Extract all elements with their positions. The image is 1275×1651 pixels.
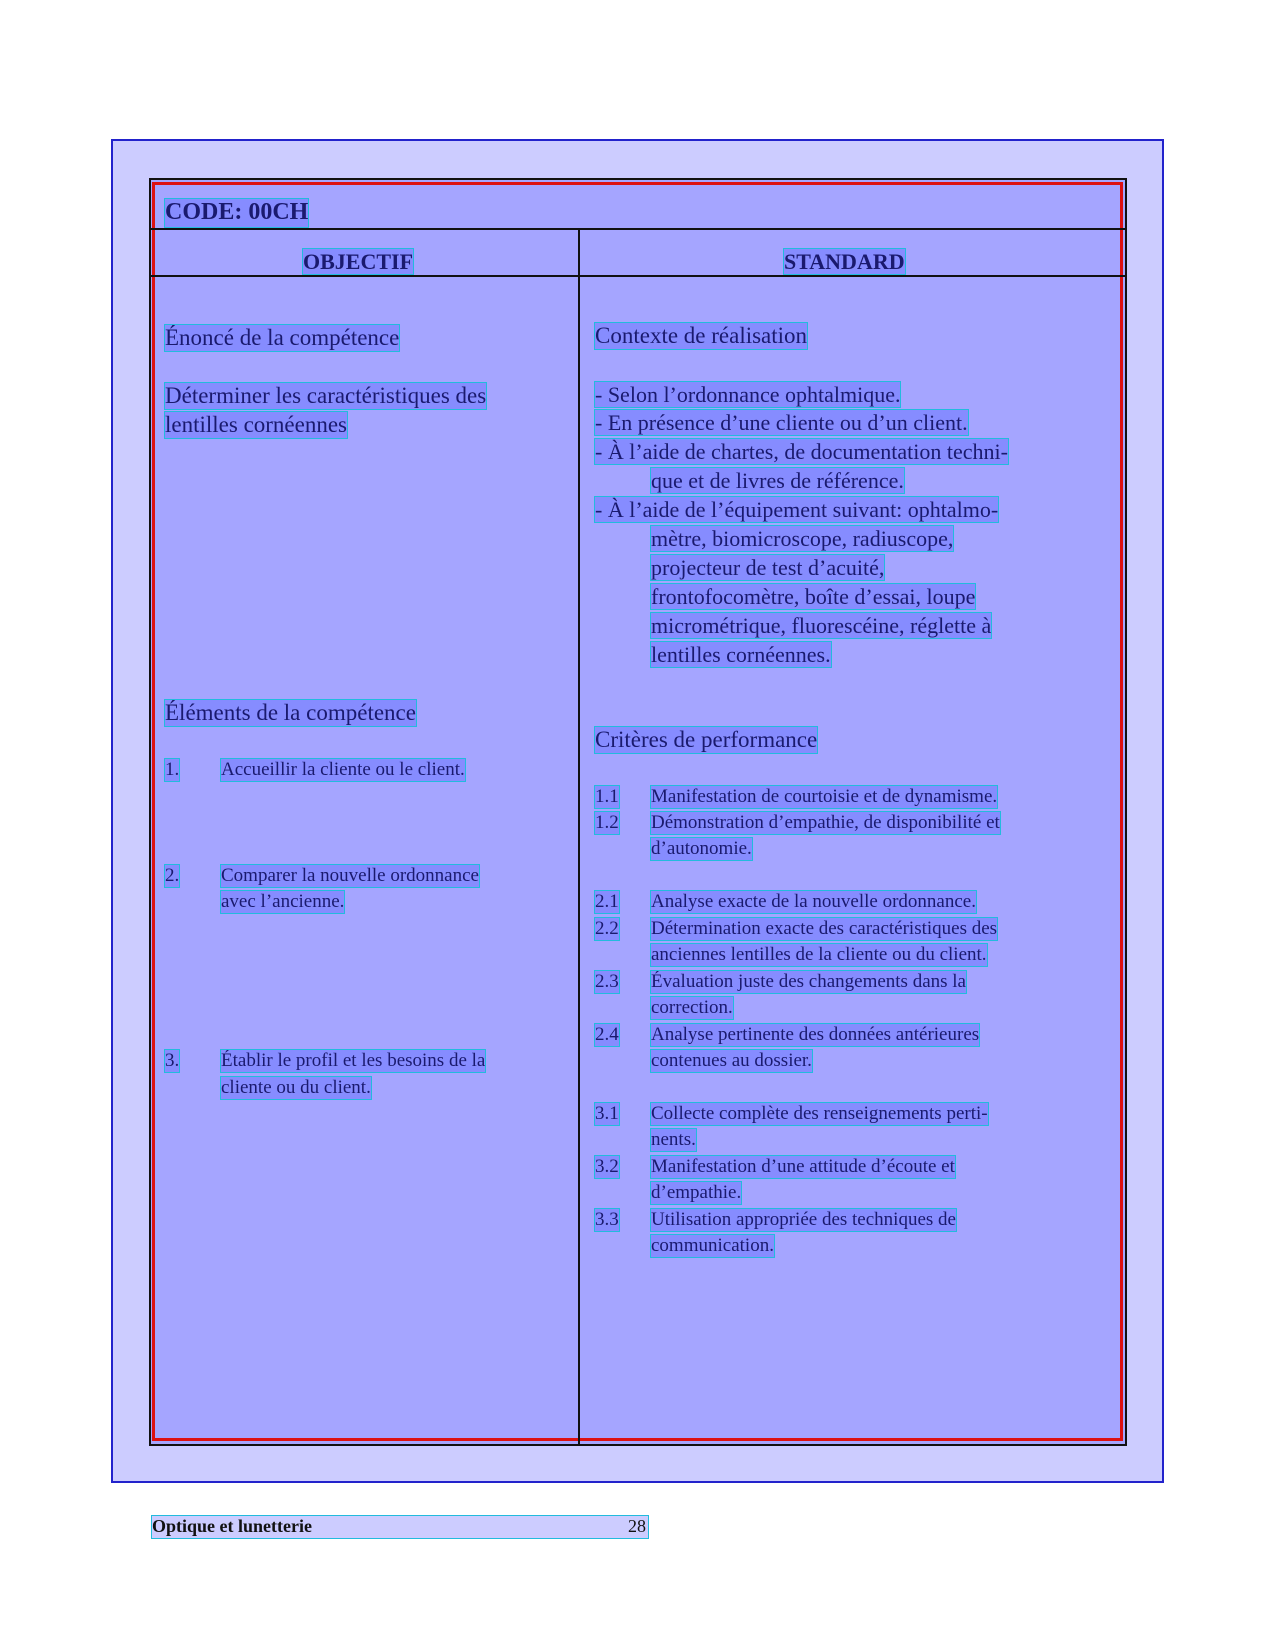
critere-text: d’autonomie. bbox=[651, 838, 752, 859]
contexte-line: - À l’aide de chartes, de documentation techni- bbox=[595, 439, 1008, 464]
contexte-line: que et de livres de référence. bbox=[651, 468, 904, 493]
critere-text: Analyse pertinente des données antérieures bbox=[651, 1024, 980, 1045]
contexte-line: - À l’aide de l’équipement suivant: ophtalmo- bbox=[595, 497, 999, 522]
page-number: 28 bbox=[628, 1516, 646, 1536]
contexte-line: lentilles cornéennes. bbox=[651, 642, 831, 667]
element-text: avec l’ancienne. bbox=[221, 891, 345, 912]
header-divider-top bbox=[151, 228, 1125, 230]
critere-text: Utilisation appropriée des techniques de bbox=[651, 1209, 956, 1230]
critere-number: 2.3 bbox=[595, 971, 619, 992]
element-text: Établir le profil et les besoins de la bbox=[221, 1050, 486, 1071]
contexte-title: Contexte de réalisation bbox=[595, 323, 808, 348]
critere-text: Collecte complète des renseignements perti- bbox=[651, 1103, 988, 1124]
element-text: Comparer la nouvelle ordonnance bbox=[221, 865, 479, 886]
enonce-title: Énoncé de la compétence bbox=[165, 325, 400, 350]
elements-title: Éléments de la compétence bbox=[165, 700, 416, 725]
critere-text: communication. bbox=[651, 1235, 774, 1256]
critere-number: 2.1 bbox=[595, 891, 619, 912]
critere-text: Manifestation d’une attitude d’écoute et bbox=[651, 1156, 955, 1177]
competency-code: CODE: 00CH bbox=[165, 199, 309, 225]
element-number: 2. bbox=[165, 865, 180, 886]
enonce-line-1: Déterminer les caractéristiques des bbox=[165, 383, 487, 408]
critere-number: 1.2 bbox=[595, 812, 619, 833]
element-text: Accueillir la cliente ou le client. bbox=[221, 759, 465, 780]
critere-number: 2.4 bbox=[595, 1024, 619, 1045]
critere-text: Manifestation de courtoisie et de dynamisme. bbox=[651, 786, 998, 807]
header-divider-bottom bbox=[151, 275, 1125, 277]
element-number: 3. bbox=[165, 1050, 180, 1071]
column-header-objectif: OBJECTIF bbox=[303, 249, 414, 274]
criteres-title: Critères de performance bbox=[595, 727, 818, 752]
critere-number: 1.1 bbox=[595, 786, 619, 807]
element-text: cliente ou du client. bbox=[221, 1077, 371, 1098]
critere-number: 3.2 bbox=[595, 1156, 619, 1177]
contexte-line: frontofocomètre, boîte d’essai, loupe bbox=[651, 584, 976, 609]
critere-text: Détermination exacte des caractéristiques des bbox=[651, 918, 998, 939]
critere-text: nents. bbox=[651, 1129, 696, 1150]
footer-title: Optique et lunetterie bbox=[152, 1516, 312, 1536]
critere-text: contenues au dossier. bbox=[651, 1050, 812, 1071]
contexte-line: mètre, biomicroscope, radiuscope, bbox=[651, 526, 954, 551]
critere-number: 3.1 bbox=[595, 1103, 619, 1124]
element-number: 1. bbox=[165, 759, 180, 780]
critere-text: correction. bbox=[651, 997, 733, 1018]
enonce-line-2: lentilles cornéennes bbox=[165, 412, 348, 437]
contexte-line: - Selon l’ordonnance ophtalmique. bbox=[595, 382, 901, 407]
contexte-line: projecteur de test d’acuité, bbox=[651, 555, 885, 580]
contexte-line: - En présence d’une cliente ou d’un client. bbox=[595, 410, 968, 435]
critere-text: Évaluation juste des changements dans la bbox=[651, 971, 966, 992]
column-divider bbox=[578, 228, 580, 1444]
critere-text: Analyse exacte de la nouvelle ordonnance. bbox=[651, 891, 976, 912]
critere-text: Démonstration d’empathie, de disponibilité et bbox=[651, 812, 1000, 833]
contexte-line: micrométrique, fluorescéine, réglette à bbox=[651, 613, 992, 638]
critere-text: d’empathie. bbox=[651, 1182, 742, 1203]
critere-number: 2.2 bbox=[595, 918, 619, 939]
critere-text: anciennes lentilles de la cliente ou du client. bbox=[651, 944, 987, 965]
column-header-standard: STANDARD bbox=[784, 249, 905, 274]
critere-number: 3.3 bbox=[595, 1209, 619, 1230]
